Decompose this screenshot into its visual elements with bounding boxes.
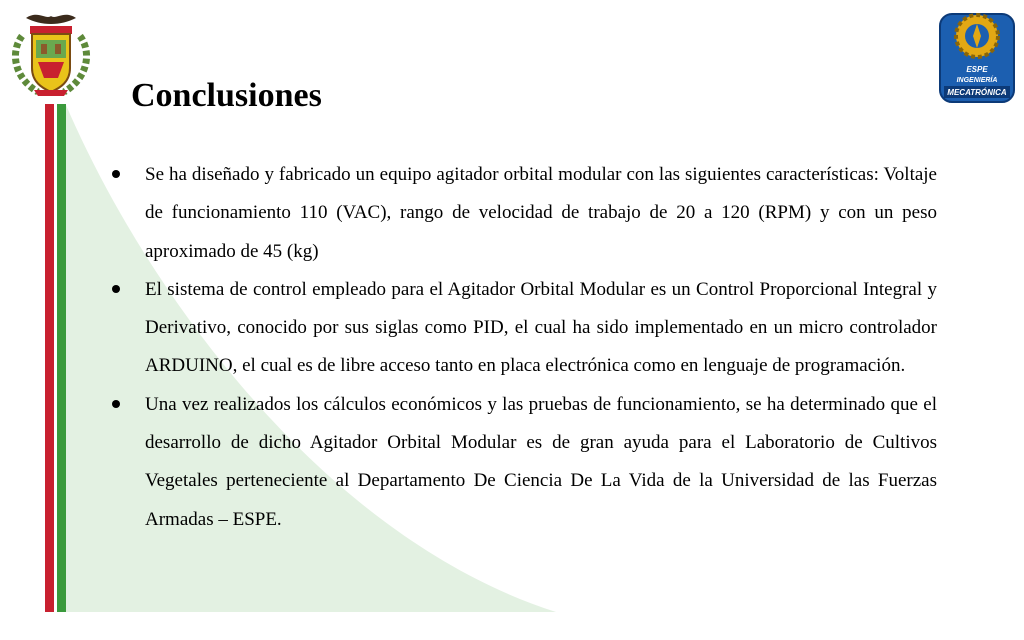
emblem-line-3: MECATRÓNICA <box>947 88 1007 97</box>
green-stripe <box>57 104 66 612</box>
coat-of-arms-icon <box>8 6 94 98</box>
conclusions-list <box>108 156 937 539</box>
list-item <box>108 156 937 271</box>
slide-content <box>108 156 937 539</box>
emblem-line-1: ESPE <box>966 65 988 74</box>
list-item <box>108 271 937 386</box>
bullet-icon <box>112 285 120 293</box>
red-stripe <box>45 104 54 612</box>
bullet-icon <box>112 400 120 408</box>
slide-title: Conclusiones <box>131 77 322 114</box>
bullet-icon <box>112 170 120 178</box>
bullet-text: Se ha diseñado y fabricado un equipo agitador orbital modular con las siguientes características: Voltaje de funcionamiento 110 (VAC), rango de velocidad de trabajo de 20 a 120 (RPM) y con un peso aproximado de 45 (kg) <box>145 164 937 262</box>
bullet-text: El sistema de control empleado para el Agitador Orbital Modular es un Control Proporcional Integral y Derivativo, conocido por sus siglas como PID, el cual ha sido implementado en un micro controlador ARDUINO, el cual es de libre acceso tanto en placa electrónica como en lenguaje de programación. <box>145 278 937 377</box>
bullet-text: Una vez realizados los cálculos económicos y las pruebas de funcionamiento, se ha determinado que el desarrollo de dicho Agitador Orbital Modular es de gran ayuda para el Laboratorio de Cultivos Vegetales perteneciente al Departamento De Ciencia De La Vida de la Universidad de las Fuerzas Armadas – ESPE. <box>145 393 937 530</box>
list-item <box>108 386 937 539</box>
white-stripe <box>54 104 57 612</box>
espe-mecatronica-emblem-icon <box>938 6 1016 104</box>
emblem-line-2: INGENIERÍA <box>956 77 998 84</box>
